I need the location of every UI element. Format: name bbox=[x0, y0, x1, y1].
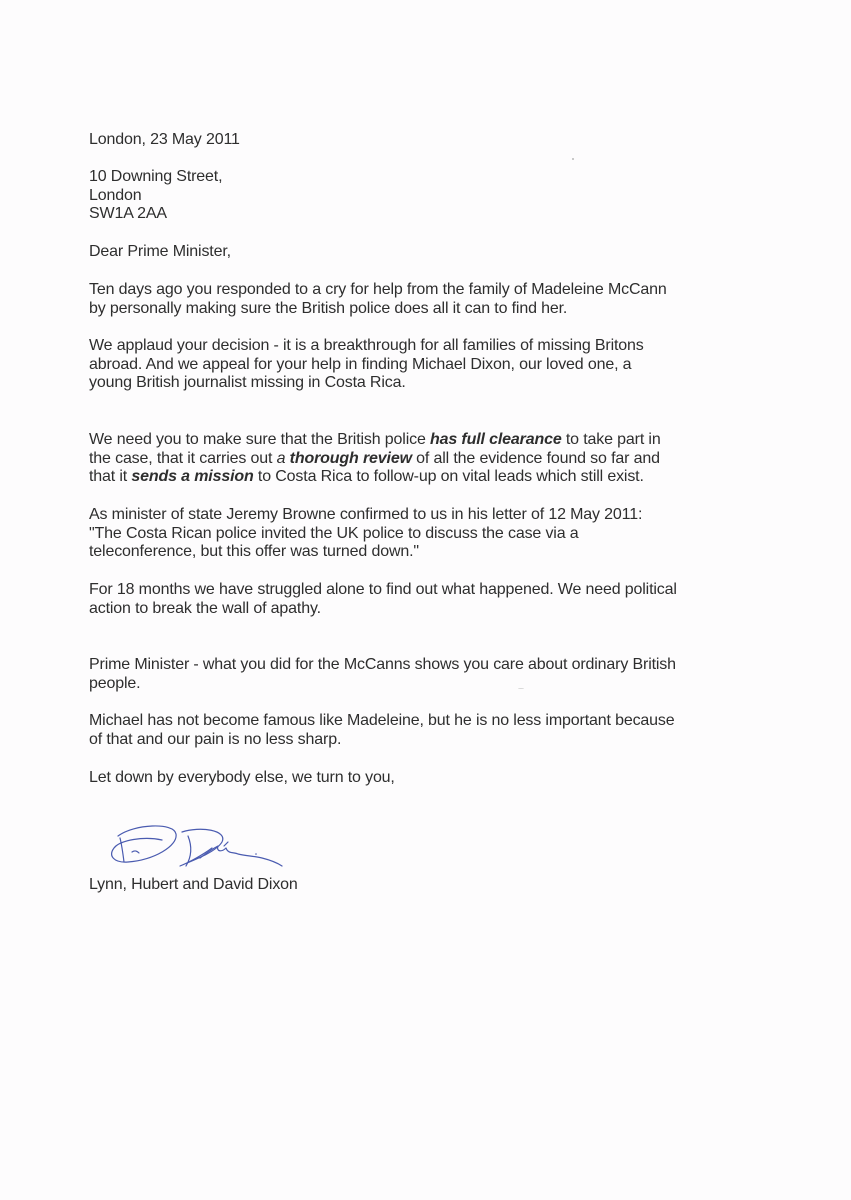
scan-speck bbox=[518, 688, 524, 689]
italic-text: a bbox=[276, 449, 290, 467]
quote-line: teleconference, but this offer was turned down." bbox=[89, 543, 419, 561]
paragraph-line: Prime Minister - what you did for the McCanns shows you care about ordinary British bbox=[89, 656, 676, 673]
paragraph-4 bbox=[89, 506, 789, 562]
closing-text: Let down by everybody else, we turn to you, bbox=[89, 769, 395, 786]
text-run: that it bbox=[89, 468, 132, 486]
quote-line: "The Costa Rican police invited the UK police to discuss the case via a bbox=[89, 524, 579, 542]
salutation bbox=[89, 243, 789, 262]
emphasis-text: sends a mission bbox=[131, 468, 254, 486]
paragraph-7 bbox=[89, 712, 789, 749]
text-run: of all the evidence found so far and bbox=[411, 449, 660, 467]
paragraph-1 bbox=[89, 281, 789, 318]
paragraph-line: by personally making sure the British police does all it can to find her. bbox=[89, 299, 568, 317]
date-line: London, 23 May 2011 bbox=[89, 131, 240, 148]
paragraph-line: people. bbox=[89, 674, 141, 692]
paragraph-line: For 18 months we have struggled alone to find out what happened. We need political bbox=[89, 581, 677, 598]
paragraph-6 bbox=[89, 656, 789, 693]
paragraph-3 bbox=[89, 431, 789, 487]
paragraph-line: Michael has not become famous like Madeleine, but he is no less important because bbox=[89, 712, 675, 729]
paragraph-line: action to break the wall of apathy. bbox=[89, 599, 321, 617]
address-line: London bbox=[89, 186, 142, 204]
letter-date bbox=[89, 131, 789, 150]
signature-icon bbox=[104, 822, 304, 874]
scan-speck bbox=[572, 158, 574, 160]
paragraph-line: of that and our pain is no less sharp. bbox=[89, 730, 342, 748]
salutation-text: Dear Prime Minister, bbox=[89, 243, 231, 260]
paragraph-line bbox=[89, 450, 789, 469]
paragraph-line: abroad. And we appeal for your help in finding Michael Dixon, our loved one, a bbox=[89, 355, 632, 373]
signatories bbox=[89, 876, 789, 895]
text-run: to Costa Rica to follow-up on vital leads which still exist. bbox=[253, 468, 644, 486]
paragraph-line: We applaud your decision - it is a breakthrough for all families of missing Britons bbox=[89, 337, 644, 354]
emphasis-text: thorough review bbox=[289, 449, 412, 467]
paragraph-2 bbox=[89, 337, 789, 393]
closing bbox=[89, 769, 789, 788]
paragraph-line: As minister of state Jeremy Browne confirmed to us in his letter of 12 May 2011: bbox=[89, 506, 643, 523]
emphasis-text: has full clearance bbox=[430, 431, 562, 448]
paragraph-line bbox=[89, 431, 789, 450]
address-line: SW1A 2AA bbox=[89, 205, 167, 223]
paragraph-5 bbox=[89, 581, 789, 618]
address-line: 10 Downing Street, bbox=[89, 168, 223, 185]
text-run: We need you to make sure that the British police bbox=[89, 431, 430, 448]
paragraph-line: young British journalist missing in Costa Rica. bbox=[89, 374, 406, 392]
recipient-address bbox=[89, 168, 789, 224]
paragraph-line: Ten days ago you responded to a cry for help from the family of Madeleine McCann bbox=[89, 281, 667, 298]
text-run: the case, that it carries out bbox=[89, 449, 277, 467]
text-run: to take part in bbox=[561, 431, 661, 448]
signatories-text: Lynn, Hubert and David Dixon bbox=[89, 876, 298, 893]
paragraph-line bbox=[89, 468, 789, 487]
